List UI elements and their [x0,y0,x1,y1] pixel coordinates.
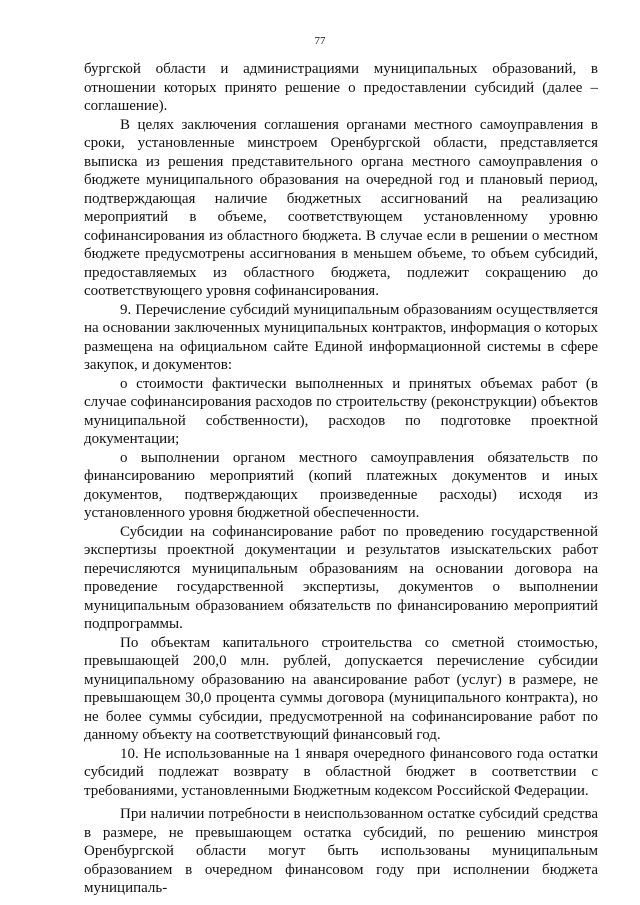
paragraph-item-10: 10. Не использованные на 1 января очередного финансового года остатки субсидий подлежат возврату в областной бюджет в соответствии с требованиями, установленными Бюджетным кодексом Российской Федерации. [84,745,598,799]
document-body [84,60,598,898]
paragraph-advance-payment: По объектам капитального строительства со сметной стоимостью, превышающей 200,0 млн. рублей, допускается перечисление субсидии муниципальному образованию на авансирование работ (услуг) в размере, не превышающем 30,0 процента суммы договора (муниципального контракта), но не более суммы субсидии, предусмотренной на софинансирование работ по данному объекту на соответствующий финансовый год. [84,634,598,743]
paragraph-continuation: бургской области и администрациями муниципальных образований, в отношении которых принято решение о предоставлении субсидий (далее – соглашение). [84,61,598,114]
paragraph-unused-balance: При наличии потребности в неиспользованном остатке субсидий средства в размере, не превышающем остатка субсидий, по решению минстроя Оренбургской области могут быть использованы муниципальным образованием в очередном финансовом году при исполнении бюджета муниципаль- [84,806,598,896]
page-number: 77 [314,35,326,47]
paragraph-item-9: 9. Перечисление субсидий муниципальным образованиям осуществляется на основании заключенных муниципальных контрактов, информация о которых размещена на официальном сайте Единой информационной системы в сфере закупок, и документов: [84,301,598,373]
paragraph-obligations-fulfilment: о выполнении органом местного самоуправления обязательств по финансированию мероприятий (копий платежных документов и иных документов, подтверждающих произведенные расходы) исходя из установленного уровня бюджетной обеспеченности. [84,449,598,521]
paragraph-state-expertise: Субсидии на софинансирование работ по проведению государственной экспертизы проектной документации и результатов изыскательских работ перечисляются муниципальным образованиям на основании договора на проведение государственной экспертизы, документов о выполнении муниципальным образованием обязательств по финансированию мероприятий подпрограммы. [84,523,598,632]
paragraph-cost-of-works: о стоимости фактически выполненных и принятых объемах работ (в случае софинансирования расходов по строительству (реконструкции) объектов муниципальной собственности), расходов по подготовке проектной документации; [84,375,598,447]
paragraph-agreement-conclusion: В целях заключения соглашения органами местного самоуправления в сроки, установленные минстроем Оренбургской области, представляется выписка из решения представительного органа местного самоуправления о бюджете муниципального образования на очередной год и плановый период, подтверждающая наличие бюджетных ассигнований на реализацию мероприятий в объеме, соответствующем установленному уровню софинансирования из областного бюджета. В случае если в решении о местном бюджете предусмотрены ассигнования в меньшем объеме, то объем субсидий, предоставляемых из областного бюджета, подлежит сокращению до соответствующего уровня софинансирования. [84,116,598,299]
